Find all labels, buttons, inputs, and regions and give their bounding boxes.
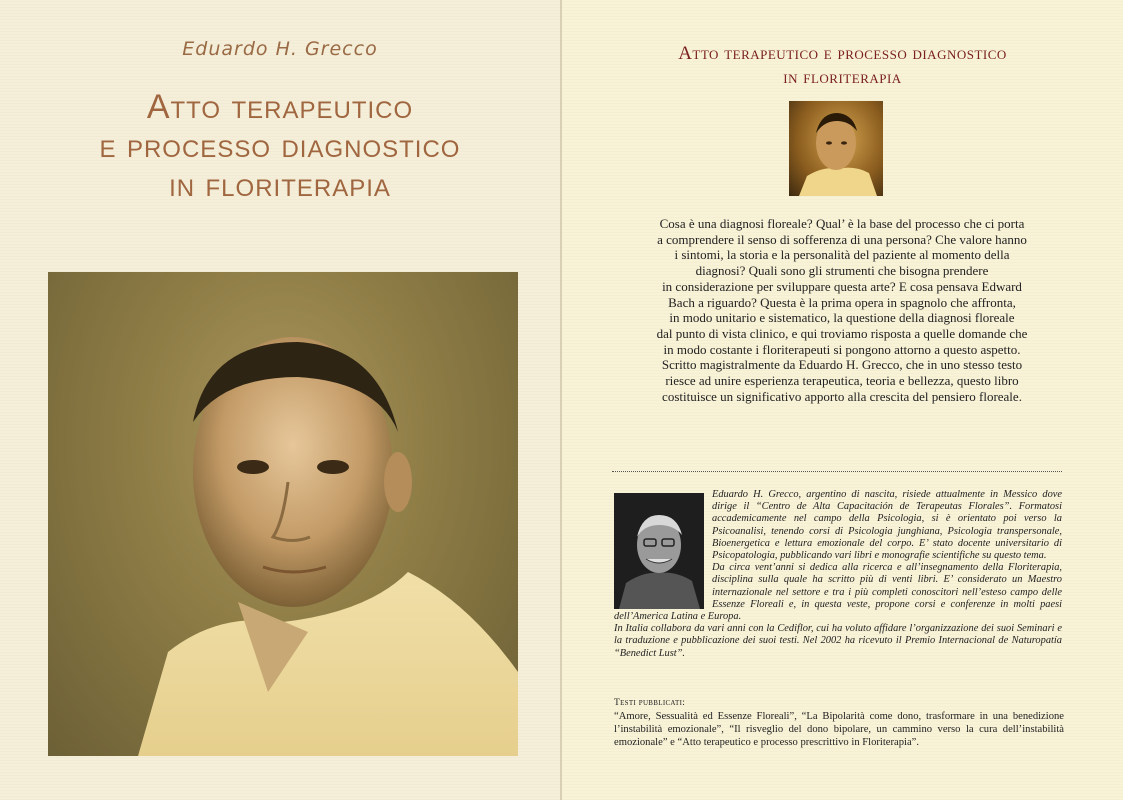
blurb-line: in modo unitario e sistematico, la questione della diagnosi floreale (669, 310, 1015, 326)
author-portrait-photo (48, 272, 518, 756)
blurb-line: i sintomi, la storia e la personalità del paziente al momento della (674, 247, 1010, 263)
blurb-line: diagnosi? Quali sono gli strumenti che bisogna prendere (695, 263, 989, 279)
author-small-portrait (789, 101, 883, 196)
blurb-line: Bach a riguardo? Questa è la prima opera in spagnolo che affronta, (668, 294, 1016, 310)
blurb-line: Cosa è una diagnosi floreale? Qual’ è la base del processo che ci porta (659, 216, 1025, 231)
blurb-line: riesce ad unire esperienza terapeutica, teoria e bellezza, questo libro (665, 373, 1019, 389)
bio-paragraph-2: Da circa vent’anni si dedica alla ricerca e all’insegnamento della Floriterapia, disciplina sulla quale ha scritto più di venti libri. E’ considerato un Maestro internazionale nel settore e tra i più completi conoscitori nell’esteso campo delle Essenze Floreali e, in questa veste, propone corsi e conferenze in molti paesi dell’America Latina e Europa. (614, 562, 1062, 623)
title-line-3: in floriterapia (169, 166, 391, 204)
back-cover (562, 0, 1123, 800)
author-biography (614, 489, 1062, 660)
blurb-line: costituisce un significativo apporto alla crescita del pensiero floreale. (662, 388, 1022, 404)
back-title (562, 42, 1123, 90)
dotted-separator (612, 471, 1062, 472)
author-name: Eduardo H. Grecco (182, 38, 378, 60)
book-description (622, 216, 1062, 404)
published-works-heading: Testi pubblicati: (614, 698, 686, 708)
published-works-list: “Amore, Sessualità ed Essenze Floreali”, “La Bipolarità come dono, trasformare in una benedizione l’instabilità emozionale”, “Il risveglio del dono bipolare, un cammino verso la cura dell’instabilità emozionale” e “Atto terapeutico e processo prescrittivo in Floriterapia”. (614, 711, 1064, 748)
bio-paragraph-1: Eduardo H. Grecco, argentino di nascita, risiede attualmente in Messico dove dirige il “Centro de Alta Capacitación de Terapeutas Florales”. Formatosi accademicamente nel campo della Psicologia, si è orientato poi verso la Psicoanalisi, tenendo corsi di Psicologia junghiana, Psicologia transpersonale, Bioenergetica e lettura emozionale del corpo. E’ stato docente universitario di Psicopatologia, pubblicando vari libri e monografie scientifiche su questo tema. (712, 489, 1062, 562)
blurb-line: Scritto magistralmente da Eduardo H. Grecco, che in uno stesso testo (661, 357, 1023, 373)
blurb-line: dal punto di vista clinico, e qui troviamo risposta a quelle domande che (656, 325, 1028, 341)
bio-paragraph-3: In Italia collabora da vari anni con la Cediflor, cui ha voluto affidare l’organizzazione dei suoi Seminari e la traduzione e pubblicazione dei suoi testi. Nel 2002 ha ricevuto il Premio Internacional de Naturopatía “Benedict Lust”. (614, 623, 1062, 659)
back-title-line-1: Atto terapeutico e processo diagnostico (678, 43, 1007, 64)
title-line-2: e processo diagnostico (99, 127, 461, 165)
blurb-line: in considerazione per sviluppare questa arte? E cosa pensava Edward (662, 278, 1022, 294)
back-title-line-2: in floriterapia (783, 67, 902, 88)
title-line-1: Atto terapeutico (146, 88, 414, 126)
book-title (0, 88, 560, 205)
front-cover (0, 0, 560, 800)
blurb-line: in modo costante i floriterapeuti si pongono attorno a questo aspetto. (663, 341, 1021, 357)
blurb-line: a comprendere il senso di sofferenza di una persona? Che valore hanno (657, 231, 1027, 247)
